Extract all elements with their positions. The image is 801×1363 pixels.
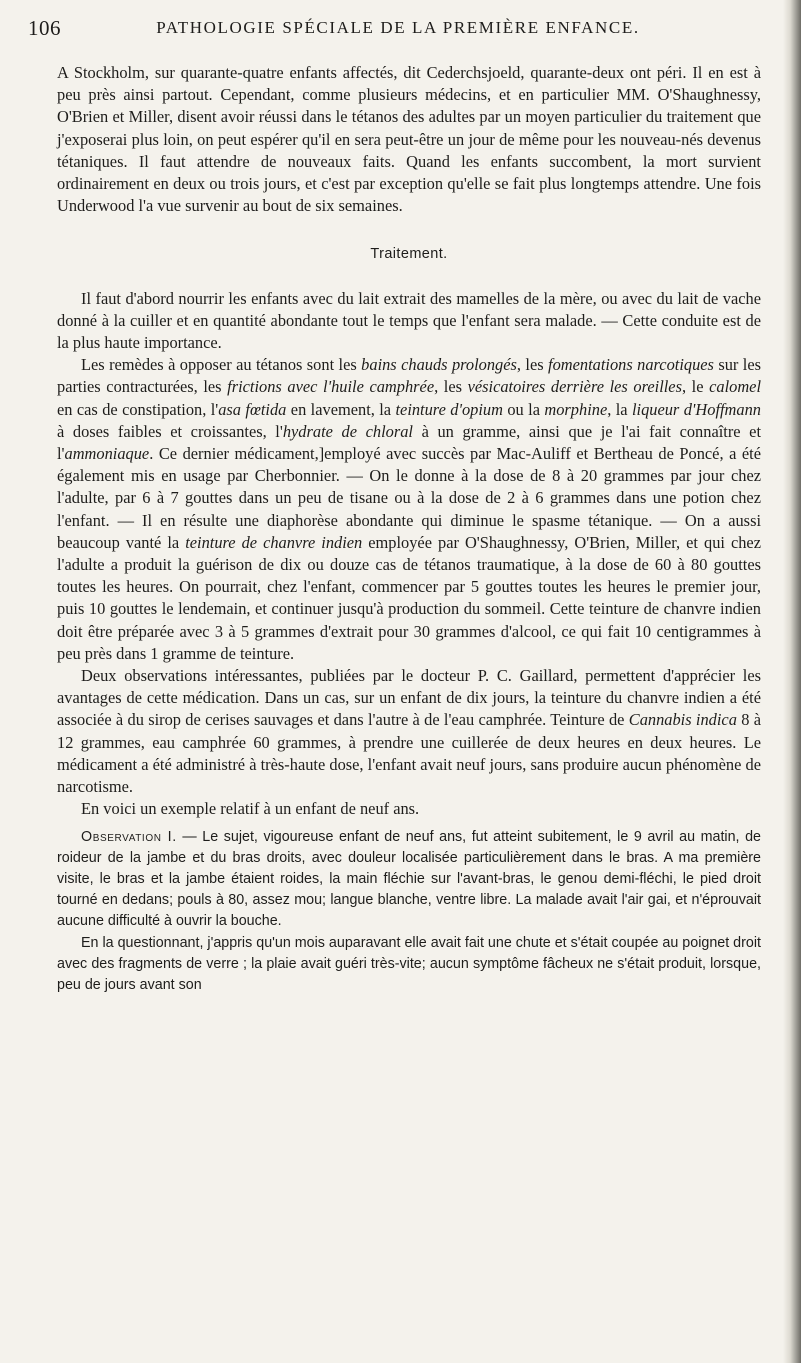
italic-term: frictions avec l'huile camphrée [227,377,435,397]
italic-term: hydrate de chloral [282,421,413,441]
body-text [57,62,761,996]
italic-term: asa fœtida [218,399,287,419]
text-run: , les [434,377,468,397]
italic-term: Cannabis indica [628,710,737,730]
observation-continuation: En la questionnant, j'appris qu'un mois auparavant elle avait fait une chute et s'était coupée au poignet droit avec des fragments de verre ; la plaie avait guéri très-vite; aucun symptôme fâcheux ne s'était produit, lorsque, peu de jours avant son [57,934,761,993]
italic-term: vésicatoires derrière les oreilles [467,377,682,397]
page-edge-shadow [783,0,801,1363]
italic-term: teinture de chanvre indien [185,532,363,552]
text-run: , la [607,399,632,419]
text-run: ou la [502,399,545,419]
text-run: à doses faibles et croissantes, l' [57,421,283,441]
paragraph-stockholm: A Stockholm, sur quarante-quatre enfants affectés, dit Cederchsjoeld, quarante-deux ont péri. Il en est à peu près ainsi partout. Cependant, comme plusieurs médecins, et en particulier MM. O'Shaughnessy, O'Brien et Miller, disent avoir réussi dans le tétanos des adultes par un moyen particulier du traitement que j'exposerai plus loin, on peut espérer qu'il en sera peut-être un jour de même pour les nouveau-nés devenus tétaniques. Il faut attendre de nouveaux faits. Quand les enfants succombent, la mort survient ordinairement en deux ou trois jours, et c'est par exception qu'elle se fait plus longtemps attendre. Une fois Underwood l'a vue survenir au bout de six semaines. [57,63,761,216]
italic-term: fomentations narcotiques [548,355,714,375]
text-run: , les [516,355,549,375]
text-run: employée par O'Shaughnessy, O'Brien, Miller, et qui chez l'adulte a produit la guérison de dix ou douze cas de tétanos traumatique, à la dose de 60 à 80 gouttes toutes les heures. On pourrait, chez l'enfant, commencer par 5 gouttes toutes les heures le premier jour, puis 10 gouttes le lendemain, et continuer jusqu'à production du sommeil. Cette teinture de chanvre indien doit être préparée avec 3 à 5 grammes d'extrait pour 30 grammes d'alcool, ce qui fait 10 centigrammes à peu près dans 1 gramme de teinture. [57,532,761,663]
italic-term: ammoniaque [64,444,150,464]
italic-term: liqueur d'Hoffmann [631,399,761,419]
italic-term: bains chauds prolongés [361,355,517,375]
paragraph-remedes [57,354,761,665]
text-run: en lavement, la [286,399,396,419]
page-header [28,16,758,46]
italic-term: morphine [544,399,608,419]
paragraph-exemple: En voici un exemple relatif à un enfant de neuf ans. [81,799,420,819]
paragraph-nourrir: Il faut d'abord nourrir les enfants avec du lait extrait des mamelles de la mère, ou avec du lait de vache donné à la cuiller et en quantité abondante tout le temps que l'enfant sera malade. — Cette conduite est de la plus haute importance. [57,288,761,353]
observation-title: Observation I. [81,828,177,845]
section-heading: Traitement. [370,246,448,263]
text-run: Deux observations intéressantes, publiées par le docteur P. C. Gaillard, permettent d'apprécier les avantages de cette médication. Dans un cas, sur un enfant de dix jours, la teinture du chanvre indien a été associée à du sirop de cerises sauvages et dans l'autre à de l'eau camphrée. Teinture de [57,666,761,730]
paragraph-gaillard [57,665,761,798]
running-head: PATHOLOGIE SPÉCIALE DE LA PREMIÈRE ENFANCE. [156,18,640,37]
observation-text: — Le sujet, vigoureuse enfant de neuf ans, fut atteint subitement, le 9 avril au matin, de roideur de la jambe et du bras droits, avec douleur localisée particulièrement dans le bras. A ma première visite, le bras et la jambe étaient roides, la main fléchie sur l'avant-bras, le genou demi-fléchi, le pied droit tourné en dedans; pouls à 80, assez mou; langue blanche, ventre libre. La malade avait l'air gai, et n'éprouvait aucune difficulté à ouvrir la bouche. [57,828,761,930]
text-run: en cas de constipation, l' [57,399,219,419]
text-run: à un gramme, ainsi que je l'ai fait connaître et l' [57,421,762,464]
italic-term: calomel [709,377,761,397]
italic-term: teinture d'opium [395,399,503,419]
text-run: sur les parties contracturées, les [57,355,761,397]
text-run: . Ce dernier médicament,]employé avec succès par Mac-Auliff et Bertheau de Poncé, a été également mis en usage par Cherbonnier. — On le donne à la dose de 8 à 20 grammes par jour chez l'adulte, par 6 à 7 gouttes dans un peu de tisane ou à la dose de 2 à 6 grammes dans une potion chez l'enfant. — Il en résulte une diaphorèse abondante qui diminue le spasme tétanique. — On a aussi beaucoup vanté la [57,444,761,552]
page-number: 106 [28,16,61,40]
text-run: Les remèdes à opposer au tétanos sont les [81,355,362,375]
text-run: 8 à 12 grammes, eau camphrée 60 grammes, à prendre une cuillerée de deux heures en deux heures. Le médicament a été administré à très-haute dose, l'enfant avait neuf jours, sans produire aucun phénomène de narcotisme. [57,710,761,797]
observation-paragraph [57,827,761,933]
text-run: , le [681,377,710,397]
